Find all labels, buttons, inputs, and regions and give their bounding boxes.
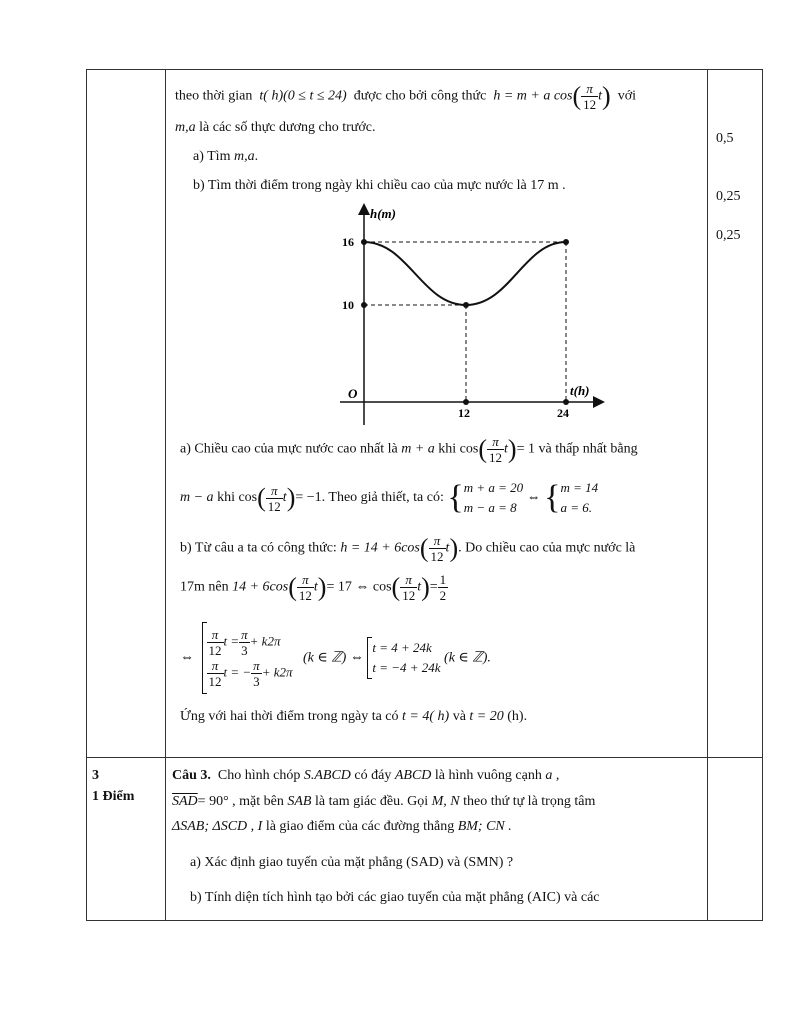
x-tick-12: 12 <box>458 406 470 420</box>
point-24-16 <box>563 239 569 245</box>
water-level-graph <box>330 200 610 430</box>
question-number: 3 <box>92 768 99 783</box>
problem-line-1: theo thời gian t( h)(0 ≤ t ≤ 24) được cho bởi công thức h = m + a cos( $\frac{\pi}{12}$ t) với <box>175 81 637 112</box>
table-border-right <box>762 69 763 921</box>
table-border-left <box>86 69 87 921</box>
system-1: m + a = 20 m − a = 8 <box>463 480 524 515</box>
x-tick-24: 24 <box>557 406 569 420</box>
y-tick-10: 10 <box>342 298 354 312</box>
point-0-10 <box>361 302 367 308</box>
solution-b-line-1: b) Từ câu a ta có công thức: h = 14 + 6cos( $\frac{\pi}{12}$ t). Do chiều cao của mực nước là <box>180 533 636 564</box>
system-2: m = 14 a = 6. <box>560 480 599 515</box>
y-tick-16: 16 <box>342 235 354 249</box>
table-col-divider-2 <box>707 69 708 921</box>
cosine-curve <box>364 242 566 305</box>
x-axis-label: t(h) <box>570 383 590 398</box>
case-list-1: $\frac{\pi}{12}$ t = $\frac{\pi}{3}$ + k2π $\frac{\pi}{12}$ t = − $\frac{\pi}{3}$ + k2π <box>208 627 293 689</box>
problem-line-2: m,a là các số thực dương cho trước. <box>175 120 376 135</box>
case-list-2: t = 4 + 24k t = −4 + 24k <box>372 640 441 675</box>
point-12-0 <box>463 399 469 405</box>
table-col-divider-1 <box>165 69 166 921</box>
point-24-0 <box>563 399 569 405</box>
solution-a-line-2: m − a khi cos( $\frac{\pi}{12}$ t)= −1. Theo giả thiết, ta có: { m + a = 20 m − a = 8 ⇔ { m = 14 a = 6. <box>180 479 599 516</box>
problem-part-a: a) Tìm m,a. <box>193 149 259 164</box>
question-points: 1 Điểm <box>92 789 135 804</box>
table-row-divider <box>86 757 763 758</box>
solution-a-line-1: a) Chiều cao của mực nước cao nhất là m + a khi cos( $\frac{\pi}{12}$ t)= 1 và thấp nhất bằng <box>180 434 638 465</box>
score-1: 0,5 <box>716 131 734 146</box>
solution-equations: ⇔ $\frac{\pi}{12}$ t = $\frac{\pi}{3}$ + k2π $\frac{\pi}{12}$ t = − $\frac{\pi}{3}$ + k2π (k ∈ ℤ) ⇔ t = 4 + 24k t = −4 + 24k (k ∈ ℤ). <box>180 622 491 694</box>
q3-part-a: a) Xác định giao tuyến của mặt phẳng (SAD) và (SMN) ? <box>190 855 514 870</box>
solution-conclusion: Ứng với hai thời điểm trong ngày ta có t = 4( h) và t = 20 (h). <box>180 709 528 724</box>
q3-part-b: b) Tính diện tích hình tạo bởi các giao tuyến của mặt phẳng (AIC) và các <box>190 890 600 905</box>
pi-over-12: $\frac{\pi}{12}$ <box>583 81 597 112</box>
table-border-bottom <box>86 920 763 921</box>
q3-line-2: $\overline{SAD}= 90^\circ$ , mặt bên SAB là tam giác đều. Gọi M, N theo thứ tự là trọng tâm <box>172 794 596 809</box>
score-2: 0,25 <box>716 189 741 204</box>
q3-line-3: ΔSAB; ΔSCD , I là giao điểm của các đường thẳng BM; CN . <box>172 819 512 834</box>
problem-part-b: b) Tìm thời điểm trong ngày khi chiều cao của mực nước là 17 m . <box>193 178 566 193</box>
y-axis-label: h(m) <box>370 206 396 221</box>
table-border-top <box>86 69 763 70</box>
solution-b-line-2: 17m nên 14 + 6cos( $\frac{\pi}{12}$ t)= 17 ⇔ cos( $\frac{\pi}{12}$ t)= $\frac{1}{2}$ <box>180 572 447 603</box>
q3-line-1: Câu 3. Cho hình chóp S.ABCD có đáy ABCD là hình vuông cạnh a , <box>172 768 560 783</box>
origin-label: O <box>348 386 358 401</box>
score-3: 0,25 <box>716 228 741 243</box>
point-0-16 <box>361 239 367 245</box>
point-12-10 <box>463 302 469 308</box>
